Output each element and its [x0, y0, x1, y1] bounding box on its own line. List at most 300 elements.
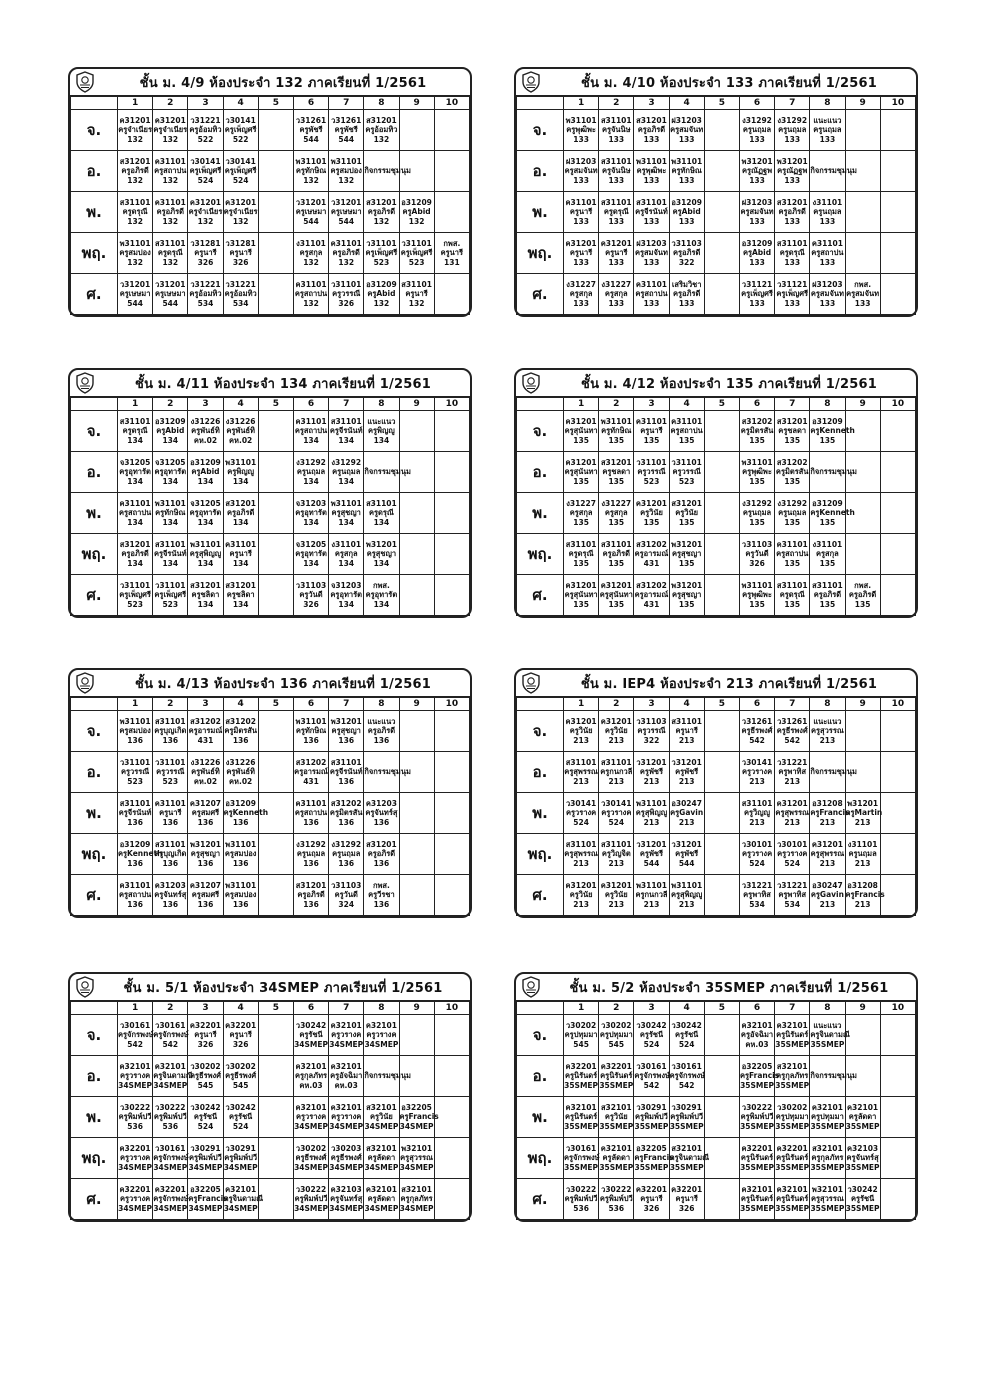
teacher-name: ครูสมปอง	[330, 166, 362, 176]
room-number: 132	[162, 216, 179, 226]
day-label: จ.	[71, 1015, 118, 1056]
day-label: พ.	[71, 493, 118, 534]
teacher-name: ครูพุฒิพะ	[742, 590, 772, 600]
class-slot	[399, 192, 434, 233]
class-slot	[258, 1015, 293, 1056]
class-slot	[188, 110, 223, 151]
subject-code: พ31101	[330, 498, 362, 508]
subject-code: ว30222	[741, 1102, 773, 1112]
period-number: 6	[739, 398, 774, 411]
period-header-row	[71, 97, 470, 110]
teacher-name: ครูAbid	[402, 207, 431, 217]
room-number: 134	[232, 517, 249, 527]
subject-code: ค31101	[565, 197, 597, 207]
subject-code: ว30161	[155, 1143, 186, 1153]
day-row	[517, 711, 916, 752]
subject-code: ว30222	[565, 1184, 597, 1194]
subject-code: พ31201	[847, 798, 879, 808]
day-row	[517, 1179, 916, 1220]
subject-code: ว30291	[671, 1102, 702, 1112]
period-number: 3	[188, 1002, 223, 1015]
period-number: 2	[153, 1002, 188, 1015]
teacher-name: ครูอภิรดี	[226, 508, 255, 518]
teacher-name: ครูสุวรรณ	[810, 1194, 844, 1204]
class-slot	[223, 793, 269, 834]
room-number: 522	[232, 134, 249, 144]
teacher-name: ครูเพ็ญศรี	[224, 166, 257, 176]
class-slot	[364, 274, 399, 315]
teacher-name: ครูวรางค	[741, 767, 773, 777]
room-number: 35SMEP	[599, 1121, 634, 1131]
period-number: 1	[564, 1002, 599, 1015]
room-number: 213	[678, 899, 695, 909]
subject-code: ว30222	[119, 1102, 151, 1112]
room-number: 523	[643, 476, 660, 486]
room-number: 34SMEP	[188, 1203, 223, 1213]
teacher-name: ครูพันธ์ทิ	[226, 426, 255, 436]
subject-code: อ31209	[812, 498, 843, 508]
teacher-name: ครูอภิรดี	[367, 207, 396, 217]
class-slot	[775, 1056, 810, 1097]
room-number: 213	[819, 817, 836, 827]
class-slot	[634, 493, 669, 534]
class-slot	[669, 793, 704, 834]
corner-cell	[71, 1002, 118, 1015]
class-slot	[775, 1097, 810, 1138]
class-slot	[223, 110, 258, 151]
class-slot	[258, 493, 293, 534]
class-slot	[634, 110, 669, 151]
room-number: 133	[749, 134, 765, 144]
class-slot	[634, 411, 669, 452]
class-slot	[634, 1138, 674, 1179]
class-slot	[599, 452, 634, 493]
period-number: 4	[223, 97, 258, 110]
day-row	[71, 151, 470, 192]
subject-code: พ32101	[811, 1184, 843, 1194]
teacher-name: ครูกุลภัทร	[400, 1194, 433, 1204]
teacher-name: ครูอภิรดี	[121, 166, 149, 176]
class-slot	[364, 793, 399, 834]
teacher-name: ครูนารี	[640, 1194, 663, 1204]
room-number: 135	[784, 517, 801, 527]
class-slot	[258, 875, 293, 916]
period-number: 5	[258, 398, 293, 411]
class-slot	[364, 1138, 399, 1179]
subject-code: ค31101	[119, 880, 151, 890]
class-slot	[153, 711, 188, 752]
subject-code: ส31101	[154, 539, 186, 549]
teacher-name: ครูอ้อมทิว	[365, 125, 398, 135]
subject-code: อ31209	[154, 416, 186, 426]
subject-code: ว30161	[565, 1143, 597, 1153]
period-number: 7	[329, 97, 364, 110]
subject-code: ส31101	[600, 197, 632, 207]
class-slot	[293, 452, 328, 493]
teacher-name: ครูสุวรรณ	[400, 1153, 434, 1163]
class-slot	[880, 1138, 915, 1179]
class-slot	[223, 834, 258, 875]
subject-code: ง31226	[225, 757, 256, 767]
teacher-name: ครูเพ็ญศรี	[741, 289, 773, 299]
subject-code: ส31201	[366, 115, 397, 125]
subject-code: ค31201	[565, 457, 597, 467]
room-number: 213	[678, 817, 695, 827]
room-number: 523	[678, 476, 695, 486]
room-number: 213	[573, 776, 589, 786]
teacher-name: ครูวินัย	[569, 726, 593, 736]
room-number: 536	[573, 1203, 589, 1213]
day-label: อ.	[517, 452, 564, 493]
class-slot	[880, 151, 915, 192]
room-number: 134	[162, 517, 179, 527]
subject-code: อ30247	[671, 798, 702, 808]
subject-code: ว30242	[295, 1020, 327, 1030]
class-slot	[704, 1097, 739, 1138]
room-number: 35SMEP	[775, 1121, 810, 1131]
subject-code: พ31101	[119, 716, 151, 726]
subject-code: อ31209	[190, 457, 221, 467]
class-slot	[810, 711, 845, 752]
room-number: 133	[573, 175, 589, 185]
room-number: 523	[127, 776, 143, 786]
teacher-name: ครูอ้อมทิว	[224, 289, 257, 299]
room-number: คห.02	[229, 776, 253, 786]
room-number: 35SMEP	[775, 1162, 810, 1172]
subject-code: ส31101	[330, 757, 362, 767]
class-slot	[880, 793, 915, 834]
timetable-title: ชั้น ม. 4/12 ห้องประจำ 135 ภาคเรียนที่ 1/2561	[581, 377, 877, 392]
teacher-name: ครูจำเนียร	[153, 125, 188, 135]
day-row	[517, 233, 916, 274]
teacher-name: ครูปทุมมา	[599, 1030, 633, 1040]
room-number: 35SMEP	[564, 1121, 599, 1131]
room-number: 34SMEP	[294, 1121, 328, 1131]
class-slot	[118, 1015, 153, 1056]
class-slot	[564, 575, 599, 616]
teacher-name: ครูบุญเกิด	[154, 849, 187, 859]
teacher-name: ครูอภิรดี	[602, 549, 630, 559]
subject-code: ว31121	[741, 279, 773, 289]
day-row	[71, 1179, 470, 1220]
subject-code: ค32103	[847, 1143, 879, 1153]
room-number: คห.03	[745, 1039, 769, 1049]
corner-cell	[71, 398, 118, 411]
class-slot	[739, 1138, 774, 1179]
teacher-name: ครูสถาปน	[118, 890, 152, 900]
teacher-name: ครูพุฒิพะ	[636, 166, 667, 176]
teacher-name: ครูวรางค	[120, 1153, 151, 1163]
room-number: 431	[643, 599, 660, 609]
class-slot	[329, 711, 364, 752]
period-number: 9	[399, 698, 434, 711]
room-number: 135	[678, 517, 695, 527]
subject-code: ว31103	[671, 238, 702, 248]
day-row	[517, 1097, 916, 1138]
period-number: 7	[329, 398, 364, 411]
class-slot	[118, 875, 153, 916]
class-slot	[739, 575, 774, 616]
class-slot	[634, 233, 669, 274]
subject-code: กิจกรรมชุมนุม	[810, 166, 857, 176]
subject-code: อ30247	[812, 880, 843, 890]
subject-code: ว31101	[119, 757, 151, 767]
class-slot	[810, 151, 857, 192]
room-number: 326	[678, 1203, 695, 1213]
room-number: 326	[232, 1039, 249, 1049]
class-slot	[704, 274, 739, 315]
teacher-name: ครูนฤมล	[296, 467, 326, 477]
subject-code: พ31101	[154, 498, 186, 508]
room-number: 134	[127, 558, 143, 568]
room-number: 34SMEP	[329, 1203, 364, 1213]
day-label: พ.	[71, 192, 118, 233]
day-label: ศ.	[71, 1179, 118, 1220]
period-number: 4	[669, 398, 704, 411]
class-slot	[223, 493, 258, 534]
teacher-name: ครูสุพิญญู	[670, 890, 703, 900]
room-number: 34SMEP	[294, 1039, 328, 1049]
teacher-name: ครูรัชนี	[193, 1112, 218, 1122]
room-number: 132	[162, 175, 179, 185]
class-slot	[399, 575, 434, 616]
period-number: 1	[118, 97, 153, 110]
room-number: 132	[408, 216, 425, 226]
room-number: 534	[784, 899, 801, 909]
teacher-name: ครูมิตรสัน	[740, 426, 774, 436]
subject-code: ค32201	[565, 1061, 597, 1071]
school-crest-icon	[520, 71, 542, 93]
teacher-name: ครูวันดี	[334, 890, 358, 900]
class-slot	[258, 752, 293, 793]
subject-code: ค31201	[776, 798, 808, 808]
subject-code: ค31201	[635, 498, 668, 508]
room-number: 135	[608, 476, 625, 486]
class-slot	[364, 110, 399, 151]
class-slot	[845, 233, 880, 274]
class-slot	[434, 752, 469, 793]
room-number: 134	[338, 476, 355, 486]
class-slot	[704, 233, 739, 274]
subject-code: ว30203	[331, 1143, 362, 1153]
class-slot	[399, 875, 434, 916]
class-slot	[599, 1179, 634, 1220]
teacher-name: ครูสุชญา	[331, 508, 361, 518]
subject-code: ค31201	[119, 115, 151, 125]
teacher-name: ครูนฤมล	[778, 125, 807, 135]
teacher-name: ครูชลดา	[778, 426, 807, 436]
room-number: 213	[608, 858, 625, 868]
teacher-name: ครูพิมพ์ปวี	[153, 1112, 187, 1122]
class-slot	[223, 752, 258, 793]
class-slot	[293, 752, 328, 793]
room-number: 133	[643, 175, 660, 185]
teacher-name: ครูเพ็ญศรี	[400, 248, 433, 258]
teacher-name: ครูจินดามณี	[223, 1194, 264, 1204]
class-slot	[293, 534, 328, 575]
class-slot	[258, 110, 293, 151]
teacher-name: ครูFrancis	[188, 1194, 228, 1204]
room-number: 34SMEP	[294, 1162, 328, 1172]
teacher-name: ครูKenneth	[118, 849, 163, 859]
room-number: 136	[127, 899, 143, 909]
subject-code: พ31101	[225, 839, 257, 849]
day-label: ศ.	[71, 575, 118, 616]
teacher-name: ครูอภิรดี	[672, 289, 701, 299]
class-slot	[434, 493, 469, 534]
room-number: 136	[197, 817, 214, 827]
class-slot	[399, 534, 434, 575]
teacher-name: ครูนารี	[229, 1030, 252, 1040]
class-slot	[188, 1138, 223, 1179]
subject-code: อ31209	[741, 238, 773, 248]
class-slot	[564, 875, 599, 916]
teacher-name: ครูวินัย	[604, 890, 628, 900]
room-number: 213	[608, 899, 625, 909]
room-number: 133	[784, 175, 801, 185]
room-number: 34SMEP	[223, 1203, 258, 1213]
teacher-name: ครูวรรณี	[637, 726, 666, 736]
room-number: 136	[373, 899, 390, 909]
class-slot	[118, 110, 153, 151]
teacher-name: ครูจินดามณี	[669, 1153, 710, 1163]
class-slot	[293, 1097, 328, 1138]
class-slot	[564, 711, 599, 752]
subject-code: ว30222	[295, 1184, 327, 1194]
class-slot	[634, 534, 669, 575]
class-slot	[845, 834, 880, 875]
teacher-name: ครูจันทร์สุ	[365, 808, 398, 818]
teacher-name: ครูFrancis	[810, 808, 850, 818]
class-slot	[634, 711, 669, 752]
room-number: 133	[573, 257, 589, 267]
day-row	[517, 493, 916, 534]
teacher-name: ครูอารมณ์	[634, 590, 669, 600]
class-slot	[329, 233, 364, 274]
school-crest-icon	[74, 71, 96, 93]
teacher-name: ครูเษษมา	[295, 207, 327, 217]
class-slot	[704, 793, 739, 834]
schedule-table	[70, 397, 470, 616]
subject-code: แนะแนว	[367, 716, 396, 726]
class-slot	[434, 192, 469, 233]
room-number: 136	[162, 858, 179, 868]
day-label: ศ.	[517, 1179, 564, 1220]
teacher-name: ครูกุลภัทร	[776, 1071, 809, 1081]
period-number: 10	[880, 1002, 915, 1015]
room-number: 135	[608, 517, 625, 527]
teacher-name: ครูวินัย	[569, 890, 593, 900]
class-slot	[399, 1097, 439, 1138]
teacher-name: ครูทักษิณ	[601, 426, 632, 436]
class-slot	[634, 274, 669, 315]
class-slot	[810, 534, 845, 575]
teacher-name: ครูนารี	[569, 248, 593, 258]
period-number: 5	[258, 1002, 293, 1015]
room-number: 135	[819, 558, 836, 568]
subject-code: อ32205	[636, 1143, 667, 1153]
class-slot	[329, 274, 364, 315]
teacher-name: ครูจันทร์สุ	[846, 1153, 879, 1163]
class-slot	[258, 575, 293, 616]
class-slot	[364, 1056, 411, 1097]
room-number: 544	[303, 134, 319, 144]
timetable-header	[516, 974, 916, 1001]
class-slot	[434, 452, 469, 493]
class-slot	[293, 1056, 328, 1097]
subject-code: กิจกรรมชุมนุม	[364, 767, 411, 777]
class-slot	[118, 534, 153, 575]
subject-code: ว31261	[777, 716, 808, 726]
subject-code: ว30291	[636, 1102, 667, 1112]
class-slot	[434, 411, 469, 452]
class-slot	[118, 1056, 153, 1097]
class-slot	[364, 411, 399, 452]
teacher-name: ครูKenneth	[223, 808, 269, 818]
class-slot	[329, 575, 364, 616]
room-number: 544	[678, 858, 695, 868]
class-slot	[845, 793, 883, 834]
room-number: 131	[444, 257, 460, 267]
room-number: 213	[854, 817, 871, 827]
subject-code: ว31101	[366, 238, 397, 248]
day-row	[71, 1138, 470, 1179]
teacher-name: ครูวรางค	[331, 1112, 362, 1122]
class-slot	[599, 1056, 634, 1097]
timetable-card	[514, 668, 918, 918]
teacher-name: ครูพาทิส	[778, 890, 807, 900]
class-slot	[634, 452, 669, 493]
class-slot	[329, 834, 364, 875]
period-number: 9	[845, 398, 880, 411]
period-number: 10	[880, 398, 915, 411]
room-number: 134	[338, 517, 355, 527]
room-number: 524	[749, 858, 765, 868]
subject-code: ค32101	[847, 1102, 879, 1112]
teacher-name: ครูFrancis	[634, 1153, 674, 1163]
teacher-name: ครูสมปอง	[224, 890, 257, 900]
room-number: 136	[127, 817, 143, 827]
period-number: 8	[810, 1002, 845, 1015]
class-slot	[599, 793, 634, 834]
schedule-table	[70, 697, 470, 916]
subject-code: ง31292	[742, 115, 772, 125]
room-number: 523	[127, 599, 143, 609]
class-slot	[564, 192, 599, 233]
class-slot	[223, 452, 258, 493]
room-number: 542	[784, 735, 801, 745]
class-slot	[223, 1179, 264, 1220]
class-slot	[223, 1015, 258, 1056]
class-slot	[669, 1056, 704, 1097]
subject-code: ส31201	[636, 115, 667, 125]
timetable-title: ชั้น ม. 5/1 ห้องประจำ 34SMEP ภาคเรียนที่ 1/2561	[123, 981, 443, 996]
teacher-name: ครูสถาปน	[776, 549, 809, 559]
teacher-name: ครูปทุมมา	[810, 1112, 844, 1122]
class-slot	[599, 233, 634, 274]
teacher-name: ครูดรุณี	[568, 549, 594, 559]
class-slot	[293, 274, 328, 315]
teacher-name: ครูพิมพ์ปวี	[118, 1112, 152, 1122]
subject-code: กิจกรรมชุมนุม	[364, 1071, 411, 1081]
subject-code: จ31205	[190, 498, 221, 508]
room-number: 213	[749, 776, 765, 786]
subject-code: ค31101	[635, 279, 668, 289]
period-number: 5	[258, 698, 293, 711]
room-number: 133	[749, 298, 765, 308]
subject-code: ค32201	[671, 1184, 703, 1194]
room-number: 213	[678, 735, 695, 745]
